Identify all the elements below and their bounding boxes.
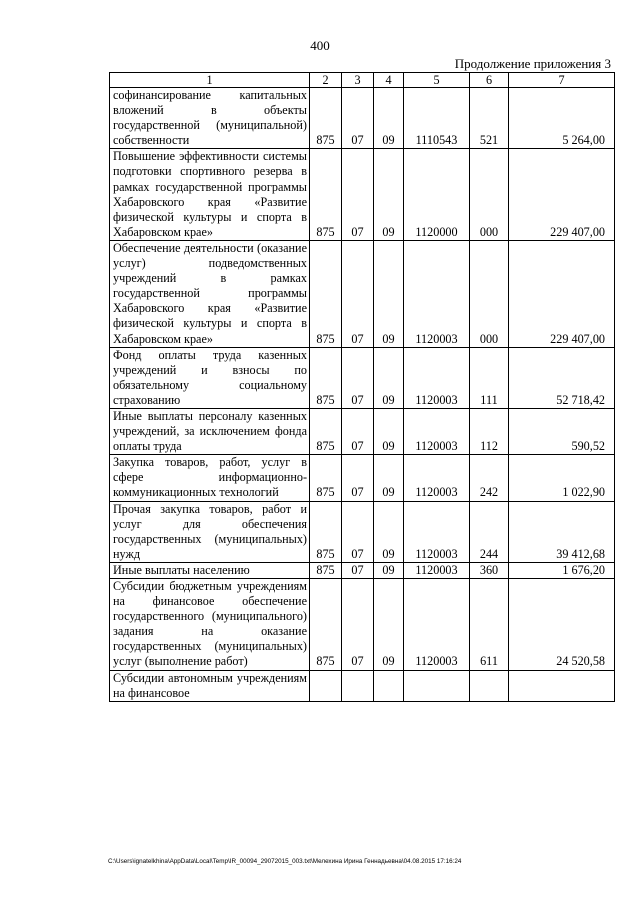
table-row [110, 455, 615, 501]
expense-type-cell: 611 [470, 579, 509, 671]
amount-cell: 590,52 [509, 408, 615, 454]
section-code-cell: 07 [342, 455, 374, 501]
section-code-cell: 07 [342, 88, 374, 149]
row-name-cell: Субсидии бюджетным учреждениям на финансовое обеспечение государственного (муниципального) задания на оказание государственных (муниципальных) услуг (выполнение работ) [110, 579, 310, 671]
expense-type-cell: 112 [470, 408, 509, 454]
column-header: 3 [342, 73, 374, 88]
expense-type-cell: 360 [470, 562, 509, 578]
ved-code-cell: 875 [310, 149, 342, 241]
row-name-cell: Прочая закупка товаров, работ и услуг для обеспечения государственных (муниципальных) нужд [110, 501, 310, 562]
row-name-cell: софинансирование капитальных вложений в объекты государственной (муниципальной) собственности [110, 88, 310, 149]
row-name-cell: Субсидии автономным учреждениям на финансовое [110, 670, 310, 701]
subsection-code-cell [374, 670, 404, 701]
table-row [110, 562, 615, 578]
ved-code-cell: 875 [310, 501, 342, 562]
column-header: 5 [404, 73, 470, 88]
subsection-code-cell: 09 [374, 579, 404, 671]
row-name-cell: Иные выплаты населению [110, 562, 310, 578]
table-row [110, 670, 615, 701]
ved-code-cell: 875 [310, 579, 342, 671]
expense-type-cell [470, 670, 509, 701]
target-article-cell: 1120003 [404, 562, 470, 578]
ved-code-cell: 875 [310, 240, 342, 347]
footer-file-path: C:\Users\ignatelkhina\AppData\Local\Temp\IR_00094_29072015_003.txt\Мелехина Ирина Геннадьевна\04.08.2015 17:16:24 [108, 858, 462, 865]
table-row [110, 149, 615, 241]
subsection-code-cell: 09 [374, 347, 404, 408]
section-code-cell: 07 [342, 501, 374, 562]
target-article-cell: 1120003 [404, 240, 470, 347]
amount-cell: 1 676,20 [509, 562, 615, 578]
section-code-cell: 07 [342, 562, 374, 578]
amount-cell: 5 264,00 [509, 88, 615, 149]
section-code-cell: 07 [342, 579, 374, 671]
row-name-cell: Закупка товаров, работ, услуг в сфере информационно-коммуникационных технологий [110, 455, 310, 501]
target-article-cell: 1120003 [404, 347, 470, 408]
target-article-cell [404, 670, 470, 701]
expense-type-cell: 000 [470, 149, 509, 241]
amount-cell: 229 407,00 [509, 149, 615, 241]
amount-cell: 229 407,00 [509, 240, 615, 347]
column-header: 4 [374, 73, 404, 88]
target-article-cell: 1120003 [404, 408, 470, 454]
section-code-cell: 07 [342, 347, 374, 408]
expense-type-cell: 244 [470, 501, 509, 562]
target-article-cell: 1120003 [404, 579, 470, 671]
table-body [110, 88, 615, 702]
ved-code-cell: 875 [310, 455, 342, 501]
row-name-cell: Иные выплаты персоналу казенных учреждений, за исключением фонда оплаты труда [110, 408, 310, 454]
column-header: 1 [110, 73, 310, 88]
ved-code-cell: 875 [310, 88, 342, 149]
target-article-cell: 1120003 [404, 501, 470, 562]
subsection-code-cell: 09 [374, 455, 404, 501]
expense-type-cell: 521 [470, 88, 509, 149]
ved-code-cell: 875 [310, 347, 342, 408]
column-header: 7 [509, 73, 615, 88]
row-name-cell: Фонд оплаты труда казенных учреждений и взносы по обязательному социальному страхованию [110, 347, 310, 408]
table-row [110, 579, 615, 671]
page-number: 400 [310, 38, 330, 53]
continuation-label: Продолжение приложения 3 [454, 56, 611, 71]
amount-cell: 1 022,90 [509, 455, 615, 501]
section-code-cell: 07 [342, 240, 374, 347]
subsection-code-cell: 09 [374, 562, 404, 578]
row-name-cell: Обеспечение деятельности (оказание услуг) подведомственных учреждений в рамках государственной программы Хабаровского края «Развитие физической культуры и спорта в Хабаровском крае» [110, 240, 310, 347]
table-row [110, 240, 615, 347]
amount-cell [509, 670, 615, 701]
table-row [110, 347, 615, 408]
amount-cell: 24 520,58 [509, 579, 615, 671]
target-article-cell: 1120000 [404, 149, 470, 241]
subsection-code-cell: 09 [374, 501, 404, 562]
target-article-cell: 1120003 [404, 455, 470, 501]
expense-type-cell: 000 [470, 240, 509, 347]
row-name-cell: Повышение эффективности системы подготовки спортивного резерва в рамках государственной программы Хабаровского края «Развитие физической культуры и спорта в Хабаровском крае» [110, 149, 310, 241]
table-row [110, 88, 615, 149]
subsection-code-cell: 09 [374, 149, 404, 241]
budget-table [109, 72, 615, 702]
subsection-code-cell: 09 [374, 408, 404, 454]
section-code-cell [342, 670, 374, 701]
subsection-code-cell: 09 [374, 240, 404, 347]
column-header: 2 [310, 73, 342, 88]
expense-type-cell: 111 [470, 347, 509, 408]
ved-code-cell: 875 [310, 562, 342, 578]
ved-code-cell [310, 670, 342, 701]
header-row [110, 73, 615, 88]
section-code-cell: 07 [342, 149, 374, 241]
subsection-code-cell: 09 [374, 88, 404, 149]
table-row [110, 501, 615, 562]
table-row [110, 408, 615, 454]
amount-cell: 39 412,68 [509, 501, 615, 562]
column-header: 6 [470, 73, 509, 88]
target-article-cell: 1110543 [404, 88, 470, 149]
ved-code-cell: 875 [310, 408, 342, 454]
section-code-cell: 07 [342, 408, 374, 454]
expense-type-cell: 242 [470, 455, 509, 501]
amount-cell: 52 718,42 [509, 347, 615, 408]
